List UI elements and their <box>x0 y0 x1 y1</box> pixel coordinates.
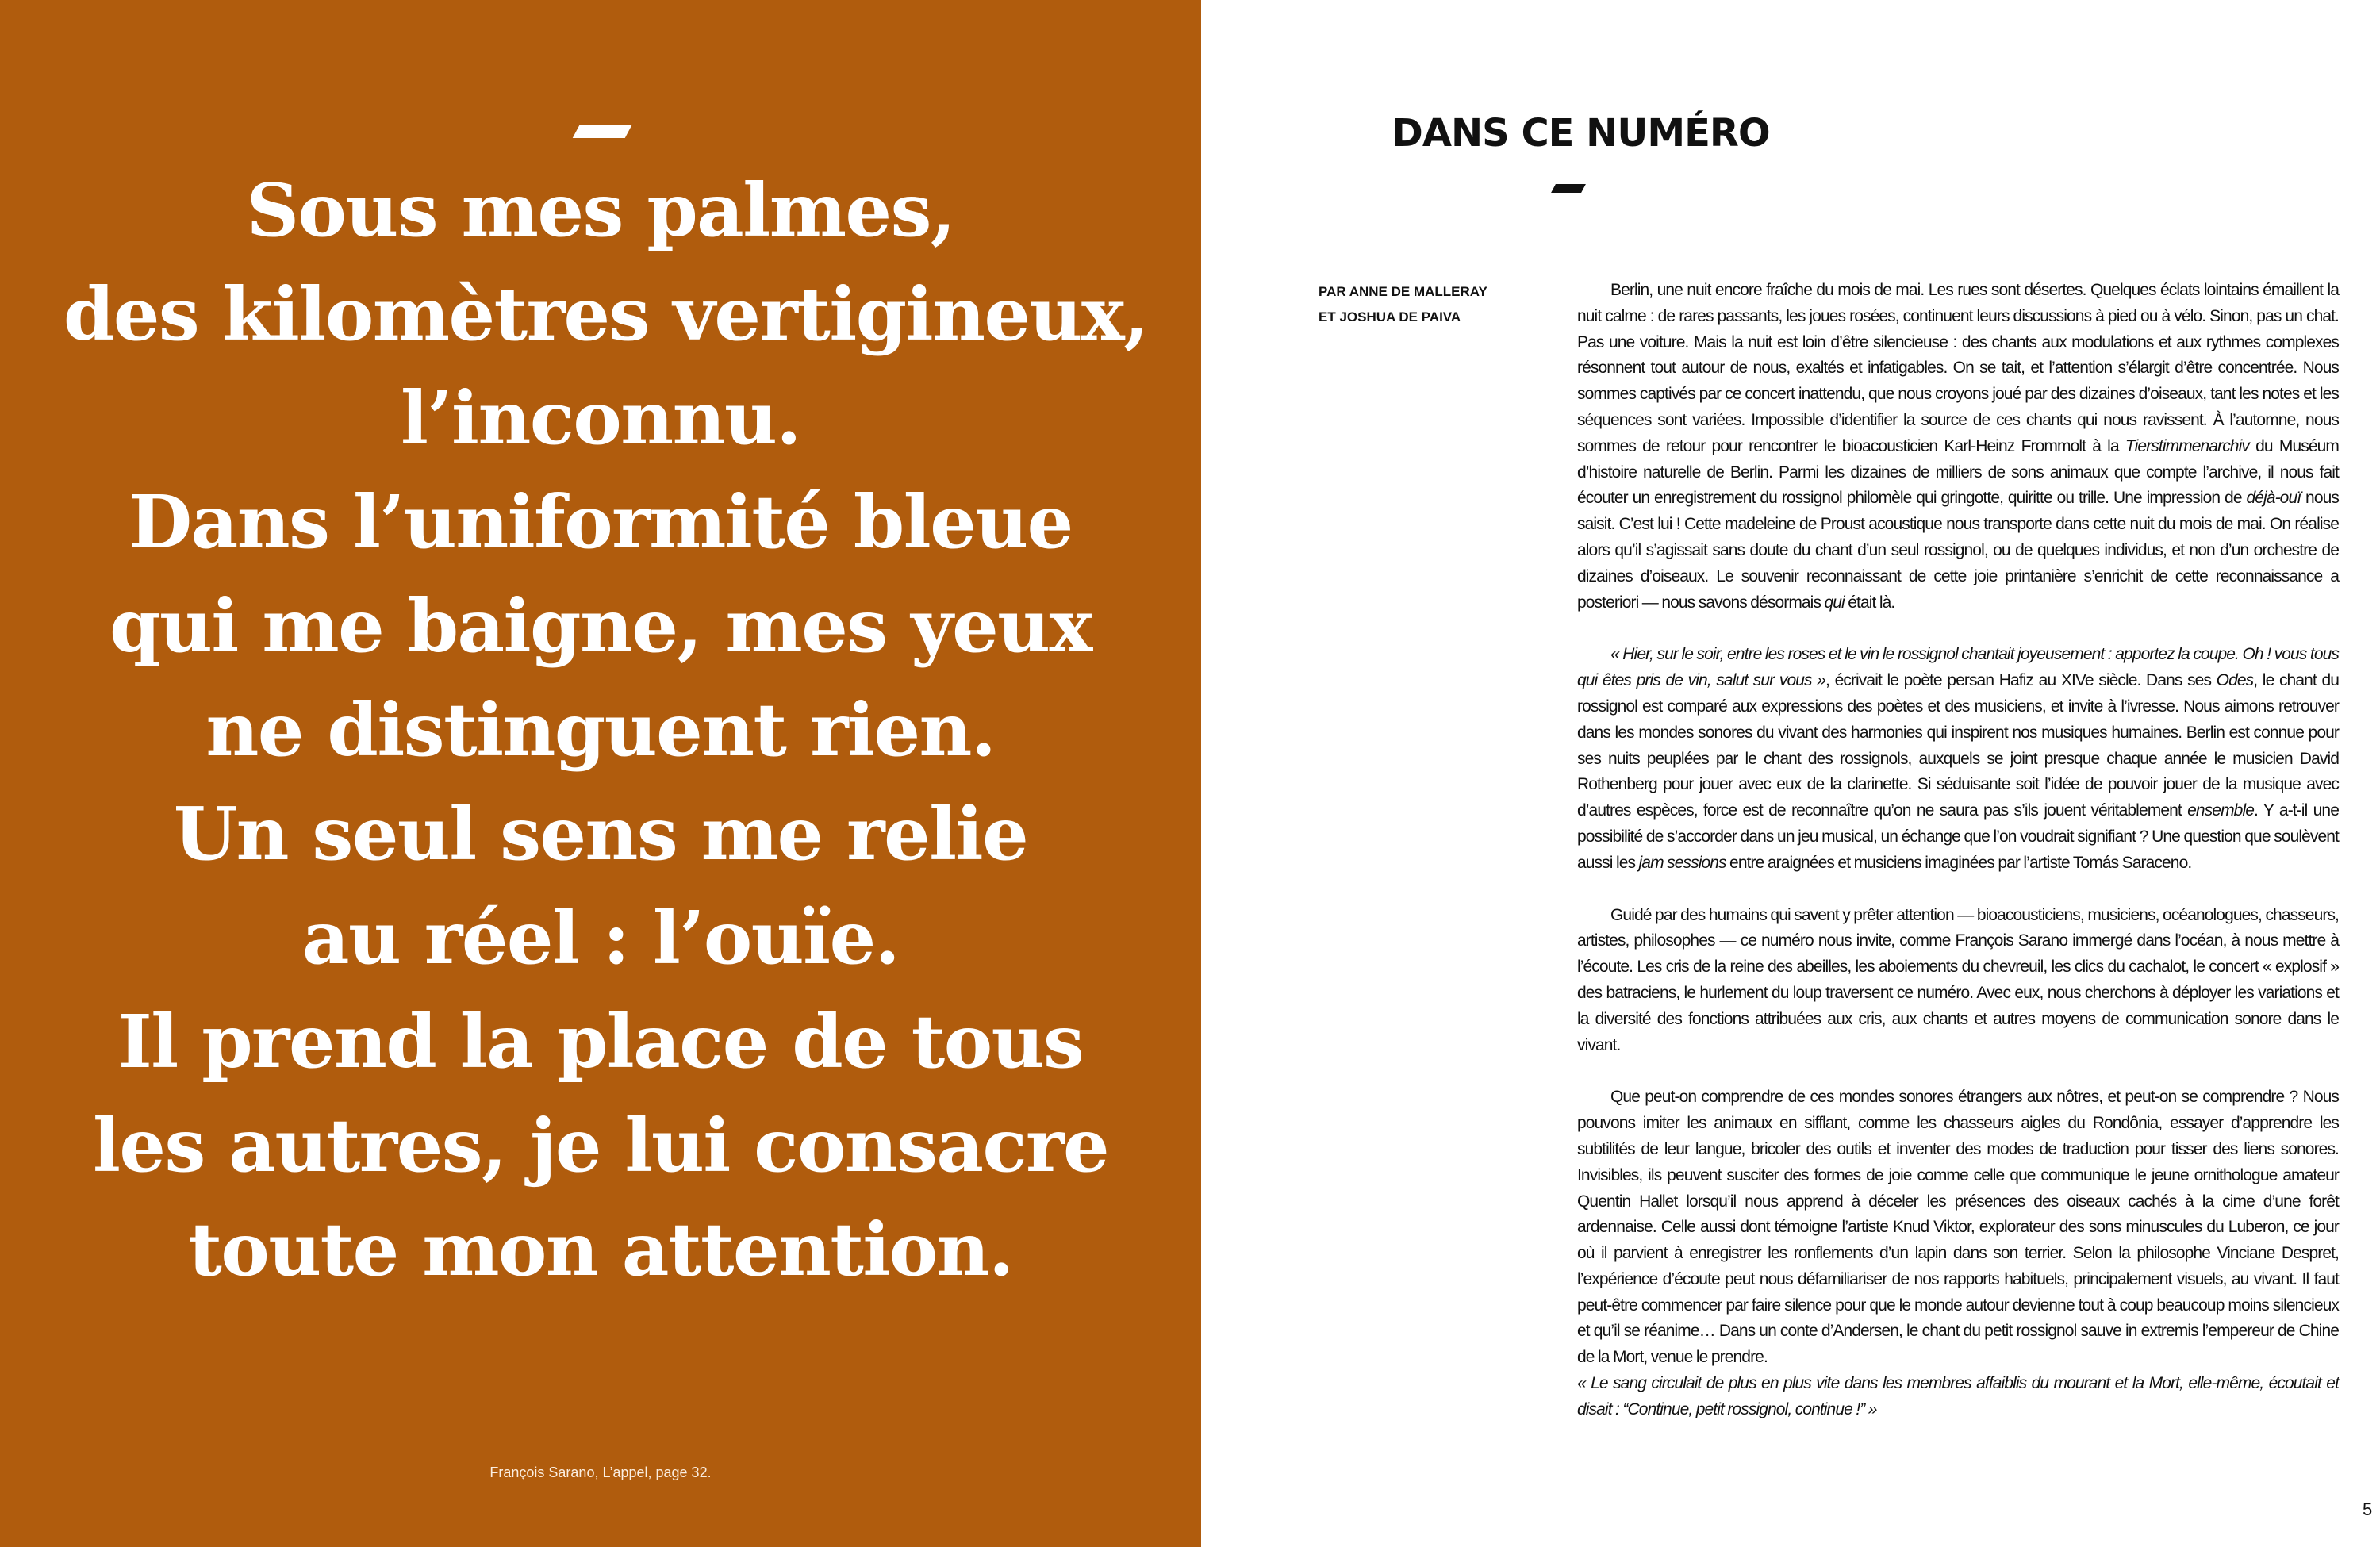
paragraph-text: nous saisit. C’est lui ! Cette madeleine de Proust acoustique nous transporte dans cette nuit du mois de mai. On réalise alors qu’il s’agissait sans doute du chant d’un seul rossignol, ou de quelques individus, et non d’un orchestre de dizaines d’oiseaux. Le souvenir reconnaissant de cette joie printanière s’enrichit de cette reconnaissance a posteriori — nous savons désormais <box>1577 489 2339 612</box>
dash-ornament <box>1551 184 1586 193</box>
paragraph <box>1577 278 2339 616</box>
paragraph <box>1577 903 2339 1059</box>
paragraph-text: était là. <box>1844 593 1895 612</box>
emphasis: « Hier, sur le soir, entre les roses et le vin le rossignol chantait joyeusement : apportez la coupe. Oh ! vous tous qui êtes pris de vin, salut sur vous » <box>1577 645 2339 690</box>
paragraph <box>1577 1084 2339 1371</box>
emphasis: déjà-ouï <box>2246 489 2301 508</box>
quote-line: Un seul sens me relie <box>173 791 1028 877</box>
closing-citation: « Le sang circulait de plus en plus vite dans les membres affaiblis du mourant et la Mort, elle-même, écoutait et disait : “Continue, petit rossignol, continue !” » <box>1577 1374 2339 1418</box>
quote-line: les autres, je lui consacre <box>92 1103 1109 1188</box>
quote-line: Il prend la place de tous <box>117 999 1084 1084</box>
section-title: DANS CE NUMÉRO <box>1392 111 1770 155</box>
quote-line: l’inconnu. <box>401 375 800 461</box>
article-body <box>1577 278 2339 1423</box>
quote-line: Dans l’uniformité bleue <box>129 479 1073 565</box>
right-page-editorial <box>1201 0 2380 1547</box>
quote-line: ne distinguent rien. <box>205 687 996 773</box>
quote-line: des kilomètres vertigineux, <box>63 271 1148 357</box>
quote-line: toute mon attention. <box>188 1207 1013 1292</box>
emphasis: Tierstimmenarchiv <box>2125 436 2249 455</box>
emphasis: qui <box>1824 593 1844 612</box>
paragraph-text: Que peut-on comprendre de ces mondes sonores étrangers aux nôtres, et peut-on se comprendre ? Nous pouvons imiter les animaux en sifflant, comme les chasseurs aigles du Rondônia, essayer d’apprendre les subtilités de leur langue, bricoler des outils et inventer des modes de traduction pour tisser des liens sonores. Invisibles, ils peuvent susciter des formes de joie comme celle que communique le jeune ornithologue amateur Quentin Hallet lorsqu’il nous apprend à déceler les présences des oiseaux cachés à la cime d’une forêt ardennaise. Celle aussi dont témoigne l’artiste Knud Viktor, explorateur des sons minuscules du Luberon, ce jour où il parvient à enregistrer les ronflements d’un lapin dans son terrier. Selon la philosophe Vinciane Despret, l’expérience d’écoute peut nous défamiliariser de nos rapports habituels, principalement visuels, au vivant. Il faut peut-être commencer par faire silence pour que le monde autour devienne tout à coup beaucoup moins silencieux et qu’il se réanime… Dans un conte d’Andersen, le chant du petit rossignol sauve in extremis l’empereur de Chine de la Mort, venue le prendre. <box>1577 1088 2339 1367</box>
paragraph-text: . Y a-t-il une possibilité de s’accorder dans un jeu musical, un échange que l’on voudrait signifiant ? Une question que soulèvent aussi les <box>1577 801 2339 872</box>
emphasis: ensemble <box>2187 801 2254 820</box>
paragraph-text: Guidé par des humains qui savent y prêter attention — bioacousticiens, musiciens, océanologues, chasseurs, artistes, philosophes — ce numéro nous invite, comme François Sarano immergé dans l’océan, à nous mettre à l’écoute. Les cris de la reine des abeilles, les aboiements du chevreuil, les clics du cachalot, le concert « explosif » des batraciens, le hurlement du loup traversent ce numéro. Avec eux, nous cherchons à déployer les variations et la diversité des fonctions attribuées aux cris, aux chants et autres moyens de communication sonore dans le vivant. <box>1577 905 2339 1054</box>
emphasis: jam sessions <box>1638 853 1726 872</box>
emphasis: Odes <box>2216 671 2254 690</box>
paragraph-text: , écrivait le poète persan Hafiz au XIVe siècle. Dans ses <box>1825 671 2217 690</box>
quote-credit: François Sarano, L’appel, page 32. <box>489 1464 712 1480</box>
paragraph-text: du Muséum d’histoire naturelle de Berlin. Parmi les dizaines de milliers de sons animaux que compte l’archive, il nous fait écouter un enregistrement du rossignol philomèle qui gringotte, quiritte ou trille. Une impression de <box>1577 436 2339 508</box>
dash-ornament <box>573 125 632 138</box>
paragraph-text: , le chant du rossignol est comparé aux expressions des poètes et des musiciens, et invite à l’ivresse. Nous aimons retrouver dans les mondes sonores du vivant des harmonies qui inspirent nos musiques humaines. Berlin est connue pour ses nuits peuplées par le chant des rossignols, auxquels se joint presque chaque année le musicien David Rothenberg pour jouer avec eux de la clarinette. Si séduisante soit l’idée de pouvoir jouer de la musique avec d’autres espèces, force est de reconnaître qu’on ne saura pas s’ils jouent véritablement <box>1577 671 2339 820</box>
byline-line: PAR ANNE DE MALLERAY <box>1319 284 1488 299</box>
paragraph-text: Berlin, une nuit encore fraîche du mois de mai. Les rues sont désertes. Quelques éclats lointains émaillent la nuit calme : de rares passants, les joues rosées, continuent leurs discussions à pied ou à vélo. Sinon, pas un chat. Pas une voiture. Mais la nuit est loin d’être silencieuse : des chants aux modulations et aux rythmes complexes résonnent tout autour de nous, exaltés et infatigables. On se tait, et l’attention s’élargit d’être concentrée. Nous sommes captivés par ce concert inattendu, que nous croyons joué par des dizaines d’oiseaux, tant les notes et les séquences sont variées. Impossible d’identifier la source de ces chants qui nous ravissent. À l’automne, nous sommes de retour pour rencontrer le bioacousticien Karl-Heinz Frommolt à la <box>1577 281 2339 455</box>
byline-line: ET JOSHUA DE PAIVA <box>1319 309 1461 324</box>
quote-line: au réel : l’ouïe. <box>301 895 900 981</box>
byline <box>1319 279 1517 330</box>
pull-quote <box>63 159 1148 1302</box>
page-number: 5 <box>2363 1499 2373 1519</box>
quote-line: qui me baigne, mes yeux <box>109 583 1092 669</box>
paragraph <box>1577 642 2339 876</box>
quote-line: Sous mes palmes, <box>246 167 955 253</box>
paragraph-text: entre araignées et musiciens imaginées par l’artiste Tomás Saraceno. <box>1726 853 2192 872</box>
